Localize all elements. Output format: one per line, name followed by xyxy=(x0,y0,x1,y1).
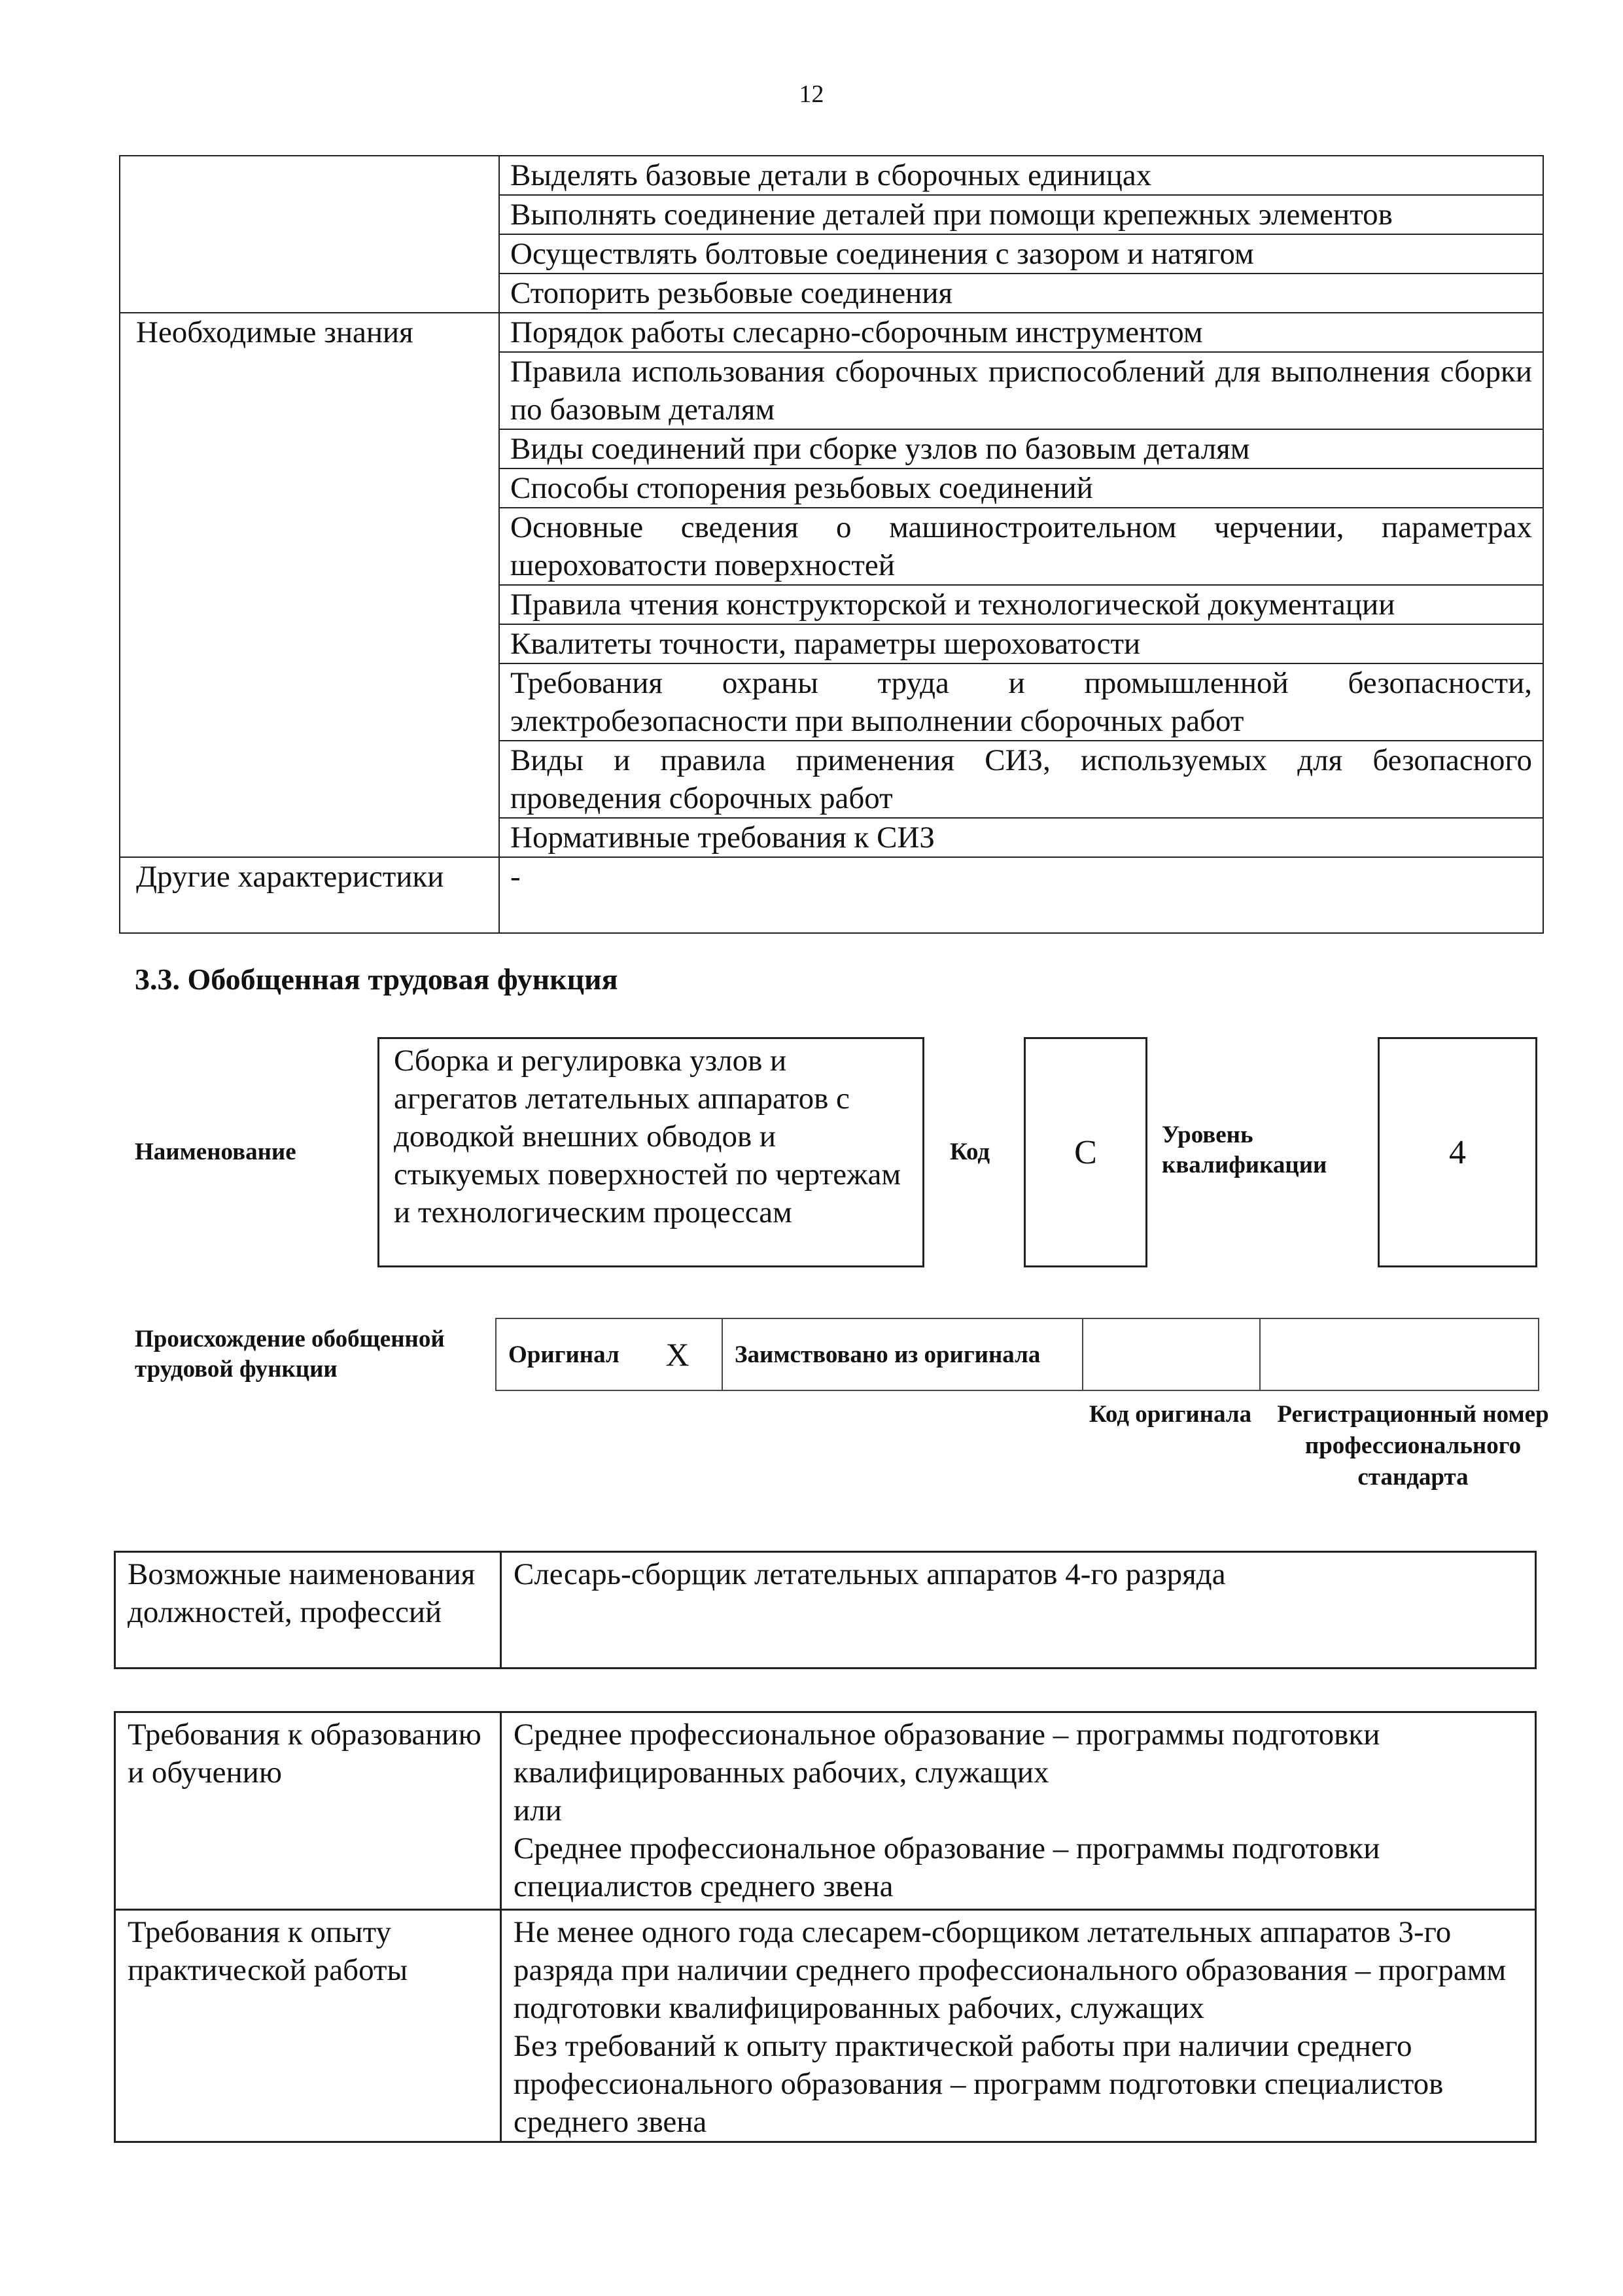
origin-table xyxy=(495,1318,1539,1391)
education-line: Среднее профессиональное образование – программы подготовки специалистов среднего звена xyxy=(514,1831,1380,1903)
knowledge-item: Правила использования сборочных приспособлений для выполнения сборки по базовым деталям xyxy=(499,352,1543,429)
education-line: или xyxy=(514,1793,562,1828)
experience-label: Требования к опыту практической работы xyxy=(115,1910,501,2142)
original-cell: Оригинал xyxy=(496,1318,633,1390)
reg-number-caption: Регистрационный номер профессионального стандарта xyxy=(1277,1401,1549,1491)
skill-item: Стопорить резьбовые соединения xyxy=(499,274,1543,313)
knowledge-item: Квалитеты точности, параметры шероховатости xyxy=(499,624,1543,663)
education-value xyxy=(501,1712,1536,1910)
positions-value: Слесарь-сборщик летательных аппаратов 4-го разряда xyxy=(501,1552,1536,1669)
knowledge-item: Виды и правила применения СИЗ, используемых для безопасного проведения сборочных работ xyxy=(499,741,1543,818)
skills-label-cell xyxy=(120,156,499,313)
knowledge-item: Нормативные требования к СИЗ xyxy=(499,818,1543,857)
reg-number-cell xyxy=(1260,1318,1539,1390)
knowledge-item: Основные сведения о машиностроительном черчении, параметрах шероховатости поверхностей xyxy=(499,508,1543,585)
table-row xyxy=(115,1552,1536,1669)
code-value-box: C xyxy=(1024,1037,1147,1267)
borrowed-cell: Заимствовано из оригинала xyxy=(722,1318,1083,1390)
level-label: Уровень квалификации xyxy=(1162,1122,1327,1178)
original-code-cell xyxy=(1083,1318,1260,1390)
table-row xyxy=(120,313,1543,352)
page-number: 12 xyxy=(799,80,824,108)
origin-label: Происхождение обобщенной трудовой функции xyxy=(135,1326,445,1383)
original-mark: X xyxy=(633,1318,722,1390)
section-title: 3.3. Обобщенная трудовая функция xyxy=(135,963,618,996)
code-label: Код xyxy=(950,1139,990,1165)
code-original-caption: Код оригинала xyxy=(1089,1401,1252,1428)
knowledge-item: Виды соединений при сборке узлов по базовым деталям xyxy=(499,429,1543,468)
function-name-box: Сборка и регулировка узлов и агрегатов летательных аппаратов с доводкой внешних обводов и стыкуемых поверхностей по чертежам и технологическим процессам xyxy=(377,1037,924,1267)
level-value-box: 4 xyxy=(1378,1037,1537,1267)
name-label: Наименование xyxy=(135,1139,296,1165)
education-line: Среднее профессиональное образование – программы подготовки квалифицированных рабочих, служащих xyxy=(514,1718,1380,1790)
other-label: Другие характеристики xyxy=(120,857,499,933)
experience-line: Не менее одного года слесарем-сборщиком летательных аппаратов 3-го разряда при наличии среднего профессионального образования – программ подготовки квалифицированных рабочих, служащих xyxy=(514,1915,1507,2025)
table-row xyxy=(115,1712,1536,1910)
table-row xyxy=(120,857,1543,933)
knowledge-item: Порядок работы слесарно-сборочным инструментом xyxy=(499,313,1543,352)
skill-item: Осуществлять болтовые соединения с зазором и натягом xyxy=(499,234,1543,274)
knowledge-item: Способы стопорения резьбовых соединений xyxy=(499,468,1543,508)
table-row xyxy=(496,1318,1539,1390)
knowledge-item: Требования охраны труда и промышленной безопасности, электробезопасности при выполнении сборочных работ xyxy=(499,663,1543,741)
knowledge-table xyxy=(119,155,1544,934)
positions-table xyxy=(114,1551,1537,1669)
table-row xyxy=(115,1910,1536,2142)
experience-value xyxy=(501,1910,1536,2142)
education-label: Требования к образованию и обучению xyxy=(115,1712,501,1910)
skill-item: Выполнять соединение деталей при помощи крепежных элементов xyxy=(499,195,1543,234)
positions-label: Возможные наименования должностей, профессий xyxy=(115,1552,501,1669)
other-value: - xyxy=(499,857,1543,933)
skill-item: Выделять базовые детали в сборочных единицах xyxy=(499,156,1543,195)
knowledge-item: Правила чтения конструкторской и технологической документации xyxy=(499,585,1543,624)
knowledge-label: Необходимые знания xyxy=(120,313,499,857)
table-row xyxy=(120,156,1543,195)
requirements-table xyxy=(114,1711,1537,2143)
experience-line: Без требований к опыту практической работы при наличии среднего профессионального образования – программ подготовки специалистов среднего звена xyxy=(514,2029,1444,2139)
